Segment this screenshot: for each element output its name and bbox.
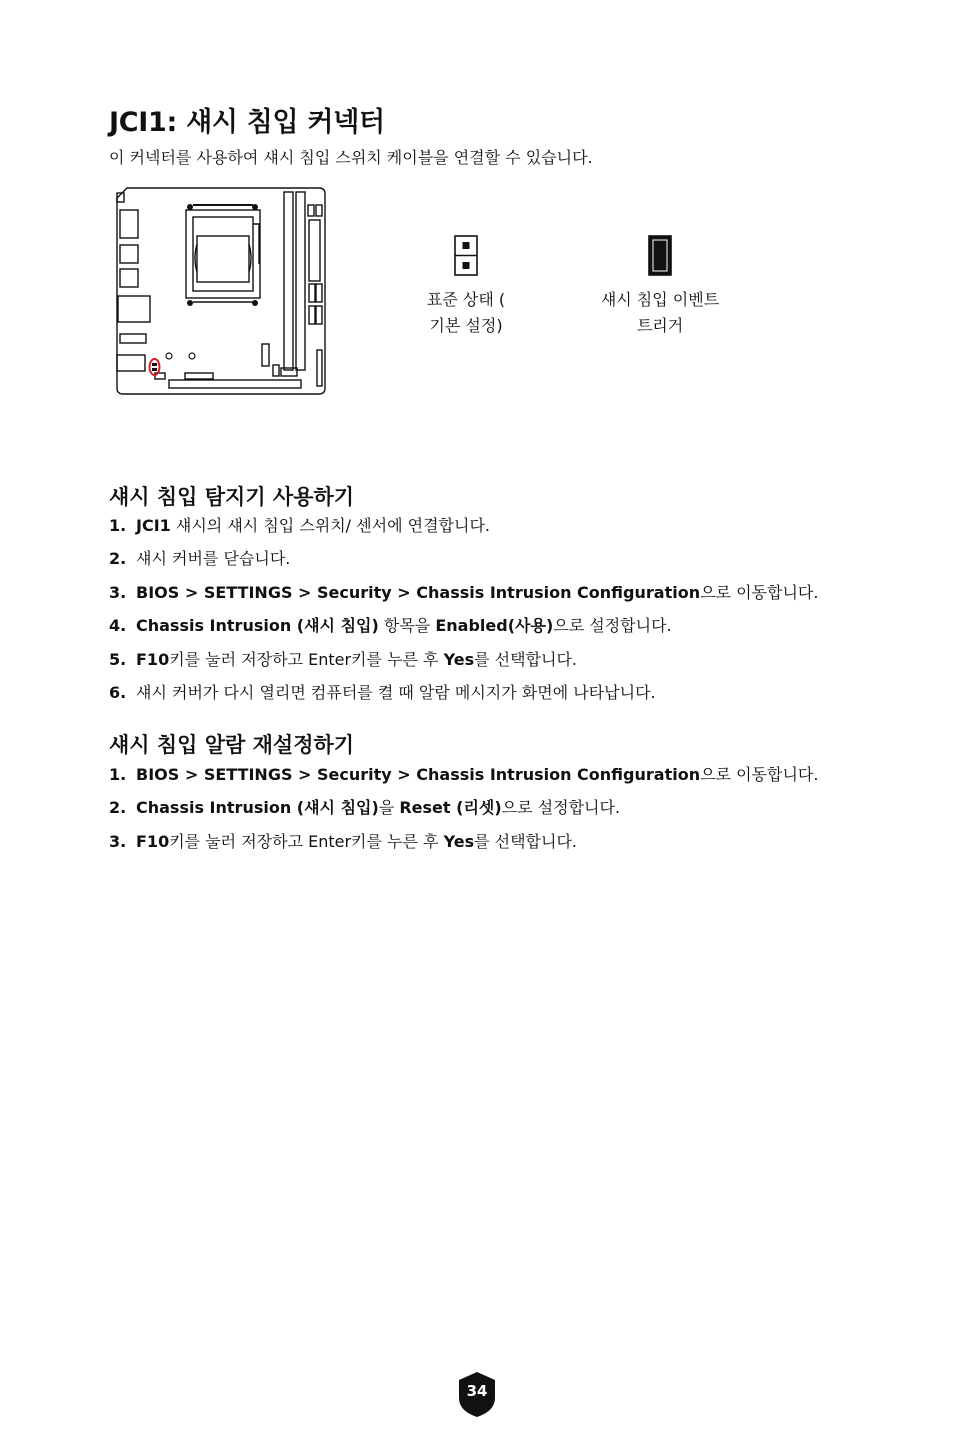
standard-state-line1: 표준 상태 ( [426, 290, 506, 309]
step-text: 으로 설정합니다. [553, 616, 672, 636]
list-item [109, 830, 919, 863]
page-number: 34 [466, 1382, 488, 1400]
reset-steps-list [109, 763, 919, 863]
step-number: 1. [109, 516, 127, 535]
list-item [109, 681, 919, 714]
step-number: 2. [109, 549, 127, 569]
step-number: 4. [109, 616, 127, 636]
list-item [109, 547, 919, 580]
step-text: Chassis Intrusion (섀시 침입) [136, 798, 379, 818]
standard-state-caption [396, 287, 536, 339]
step-text: 으로 이동합니다. [700, 582, 819, 602]
intro-text: 이 커넥터를 사용하여 섀시 침입 스위치 케이블을 연결할 수 있습니다. [109, 148, 593, 167]
step-number: 2. [109, 798, 127, 818]
list-item [109, 581, 919, 614]
step-text: 섀시 커버가 다시 열리면 컴퓨터를 켤 때 알람 메시지가 화면에 나타납니다. [136, 682, 656, 702]
section-heading-detector: 섀시 침입 탐지기 사용하기 [109, 485, 355, 509]
standard-state-line2: 기본 설정) [429, 316, 503, 335]
step-text: 으로 설정합니다. [501, 798, 621, 818]
step-number: 6. [109, 682, 127, 702]
list-item [109, 614, 919, 647]
trigger-state-caption [580, 287, 740, 339]
step-text: 으로 이동합니다. [700, 765, 819, 784]
step-number: 3. [109, 831, 127, 851]
step-text: 를 선택합니다. [474, 831, 578, 851]
step-text: 을 [378, 798, 400, 818]
step-number: 1. [109, 765, 127, 784]
page-title: JCI1: 섀시 침입 커넥터 [109, 107, 385, 138]
step-text: 섀시 커버를 닫습니다. [136, 549, 291, 569]
step-number: 3. [109, 582, 127, 602]
jumper-closed-diagram [648, 235, 672, 276]
step-text: Yes [443, 831, 475, 851]
step-text: 를 선택합니다. [474, 649, 578, 669]
step-text: Chassis Intrusion (섀시 침입) [136, 616, 379, 636]
trigger-state-line1: 섀시 침입 이벤트 [600, 290, 720, 309]
list-item [109, 648, 919, 681]
step-text: BIOS > SETTINGS > Security > Chassis Intrusion Configuration [136, 582, 701, 602]
step-text: F10 [136, 649, 170, 669]
step-text: Enabled(사용) [435, 616, 554, 636]
jumper-open-diagram [454, 235, 478, 276]
trigger-state-line2: 트리거 [636, 316, 684, 335]
step-text: 키를 눌러 저장하고 Enter키를 누른 후 [169, 831, 444, 851]
step-text: Reset (리셋) [399, 798, 502, 818]
step-text: Yes [443, 649, 475, 669]
step-text: 키를 눌러 저장하고 Enter키를 누른 후 [169, 649, 444, 669]
step-text: 항목을 [378, 616, 436, 636]
step-number: 5. [109, 649, 127, 669]
list-item [109, 796, 919, 829]
step-text: JCI1 [136, 516, 171, 535]
list-item [109, 763, 919, 796]
detector-steps-list [109, 514, 919, 714]
section-heading-reset: 섀시 침입 알람 재설정하기 [109, 733, 355, 757]
motherboard-diagram [113, 184, 329, 398]
step-text: F10 [136, 831, 170, 851]
step-text: BIOS > SETTINGS > Security > Chassis Intrusion Configuration [136, 765, 701, 784]
step-text: 섀시의 섀시 침입 스위치/ 센서에 연결합니다. [170, 516, 490, 535]
list-item [109, 514, 919, 547]
